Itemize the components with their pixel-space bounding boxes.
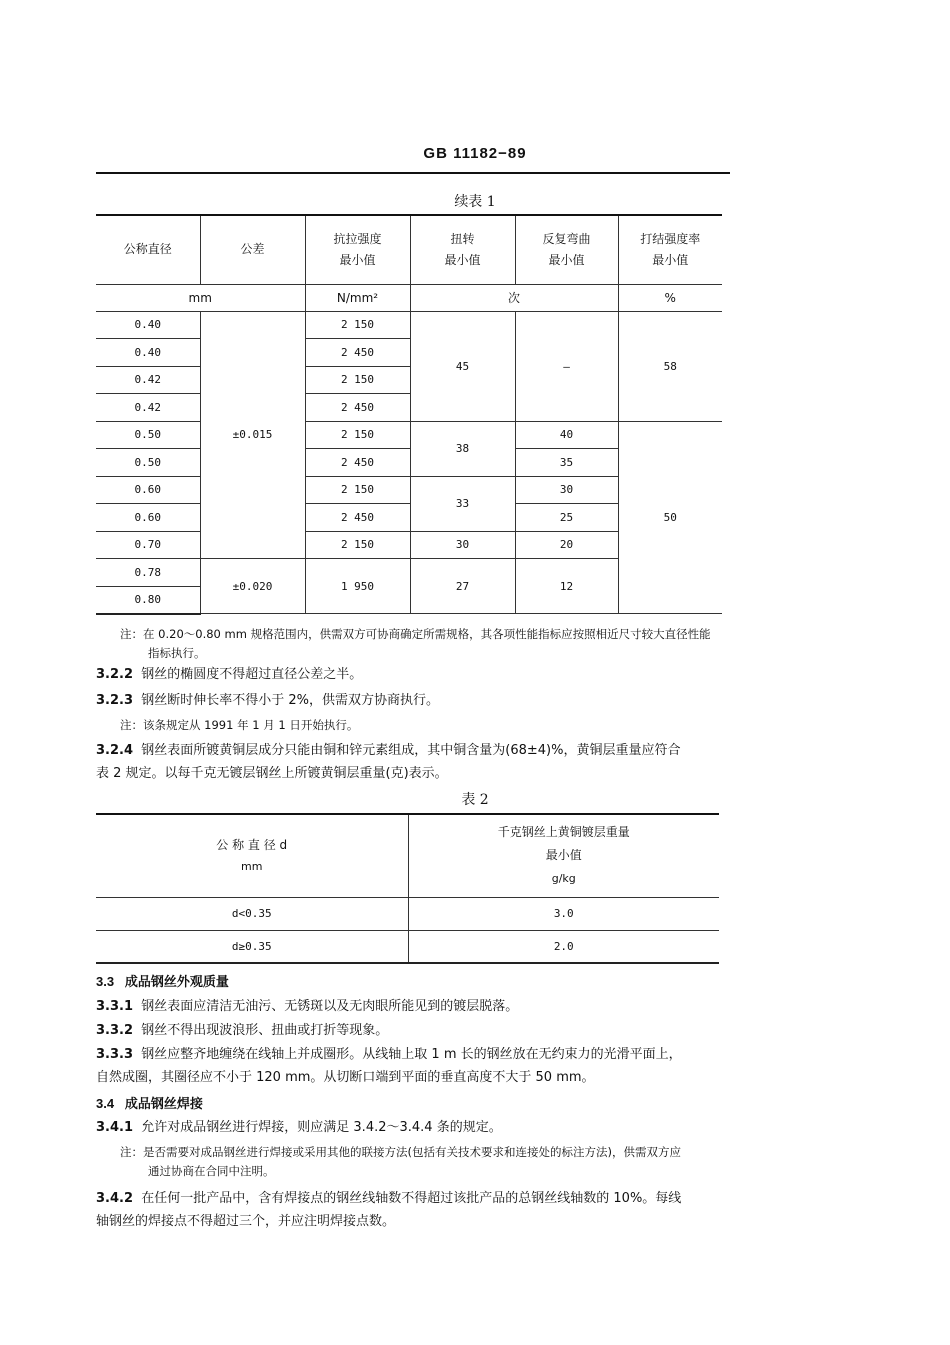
- torsion-cell: 27: [410, 559, 515, 614]
- bend-cell: 12: [515, 559, 618, 614]
- section-3-3-heading: 3.3 成品钢丝外观质量: [96, 974, 229, 989]
- table2-header-weight: 千克钢丝上黄铜镀层重量 最小值 g/kg: [408, 815, 719, 897]
- diameter-cell: 0.70: [96, 531, 200, 559]
- table2: [96, 815, 719, 964]
- bend-cell: 30: [515, 476, 618, 504]
- torsion-cell: 33: [410, 476, 515, 531]
- bend-cell: 35: [515, 449, 618, 477]
- clause-3-2-4: 3.2.4 钢丝表面所镀黄铜层成分只能由铜和锌元素组成，其中铜含量为(68±4)%，黄铜层重量应符合 表 2 规定。以每千克无镀层钢丝上所镀黄铜层重量(克)表示。: [96, 743, 681, 781]
- unit-percent: %: [618, 284, 722, 311]
- strength-cell: 2 150: [305, 366, 410, 394]
- strength-cell: 2 450: [305, 504, 410, 532]
- diameter-cell: 0.50: [96, 421, 200, 449]
- strength-cell: 2 150: [305, 476, 410, 504]
- clause-3-2-3: 3.2.3 钢丝断时伸长率不得小于 2%，供需双方协商执行。: [96, 693, 440, 708]
- tolerance-cell: ±0.015: [200, 311, 305, 559]
- clause-3-4-2: 3.4.2 在任何一批产品中，含有焊接点的钢丝线轴数不得超过该批产品的总钢丝线轴数的 10%。每线 轴钢丝的焊接点不得超过三个，并应注明焊接点数。: [96, 1191, 682, 1229]
- header-torsion: 扭转 最小值: [410, 216, 515, 284]
- table1-note: 注：在 0.20～0.80 mm 规格范围内，供需双方可协商确定所需规格，其各项性能指标应按照相近尺寸较大直径性能 指标执行。: [120, 627, 711, 660]
- table2-weight-cell: 2.0: [408, 930, 719, 963]
- diameter-cell: 0.42: [96, 394, 200, 422]
- diameter-cell: 0.40: [96, 311, 200, 339]
- table2-caption: 表 2: [461, 792, 489, 808]
- header-knot: 打结强度率 最小值: [618, 216, 722, 284]
- bend-cell: 40: [515, 421, 618, 449]
- strength-cell: 2 150: [305, 531, 410, 559]
- unit-times: 次: [410, 284, 618, 311]
- knot-cell: 50: [618, 421, 722, 614]
- diameter-cell: 0.60: [96, 504, 200, 532]
- strength-cell: 2 450: [305, 394, 410, 422]
- table2-diameter-cell: d<0.35: [96, 897, 408, 930]
- header-bend: 反复弯曲 最小值: [515, 216, 618, 284]
- table2-header-diameter: 公 称 直 径 d mm: [96, 815, 408, 897]
- section-3-4-heading: 3.4 成品钢丝焊接: [96, 1096, 203, 1111]
- strength-cell: 2 450: [305, 339, 410, 367]
- strength-cell: 2 450: [305, 449, 410, 477]
- bend-cell: 20: [515, 531, 618, 559]
- clause-3-2-2: 3.2.2 钢丝的椭圆度不得超过直径公差之半。: [96, 667, 363, 682]
- header-tensile: 抗拉强度 最小值: [305, 216, 410, 284]
- tolerance-cell: ±0.020: [200, 559, 305, 614]
- diameter-cell: 0.78: [96, 559, 200, 587]
- table2-diameter-cell: d≥0.35: [96, 930, 408, 963]
- clause-3-4-1-note: 注：是否需要对成品钢丝进行焊接或采用其他的联接方法(包括有关技术要求和连接处的标注方法)，供需双方应 通过协商在合同中注明。: [120, 1145, 681, 1178]
- document-id: GB 11182−89: [423, 145, 527, 162]
- torsion-cell: 30: [410, 531, 515, 559]
- header-diameter: 公称直径: [96, 216, 200, 284]
- bend-cell: 25: [515, 504, 618, 532]
- diameter-cell: 0.50: [96, 449, 200, 477]
- header-rule: [96, 172, 730, 174]
- strength-cell: 2 150: [305, 421, 410, 449]
- strength-cell: 1 950: [305, 559, 410, 614]
- diameter-cell: 0.80: [96, 586, 200, 614]
- clause-3-4-1: 3.4.1 允许对成品钢丝进行焊接，则应满足 3.4.2～3.4.4 条的规定。: [96, 1120, 502, 1135]
- knot-cell: 58: [618, 311, 722, 421]
- clause-3-3-2: 3.3.2 钢丝不得出现波浪形、扭曲或打折等现象。: [96, 1023, 389, 1038]
- unit-strength: N/mm²: [305, 284, 410, 311]
- bend-cell: —: [515, 311, 618, 421]
- clause-3-2-3-note: 注：该条规定从 1991 年 1 月 1 日开始执行。: [120, 718, 359, 732]
- header-tolerance: 公差: [200, 216, 305, 284]
- torsion-cell: 38: [410, 421, 515, 476]
- diameter-cell: 0.40: [96, 339, 200, 367]
- clause-3-3-3: 3.3.3 钢丝应整齐地缠绕在线轴上并成圈形。从线轴上取 1 m 长的钢丝放在无约束力的光滑平面上， 自然成圈，其圈径应不小于 120 mm。从切断口端到平面的垂直高度不大于 50 mm。: [96, 1047, 682, 1085]
- torsion-cell: 45: [410, 311, 515, 421]
- diameter-cell: 0.42: [96, 366, 200, 394]
- clause-3-3-1: 3.3.1 钢丝表面应清洁无油污、无锈斑以及无肉眼所能见到的镀层脱落。: [96, 999, 519, 1014]
- table2-weight-cell: 3.0: [408, 897, 719, 930]
- unit-mm: mm: [96, 284, 305, 311]
- table1-caption: 续表 1: [454, 194, 496, 210]
- diameter-cell: 0.60: [96, 476, 200, 504]
- table1: [96, 216, 722, 615]
- strength-cell: 2 150: [305, 311, 410, 339]
